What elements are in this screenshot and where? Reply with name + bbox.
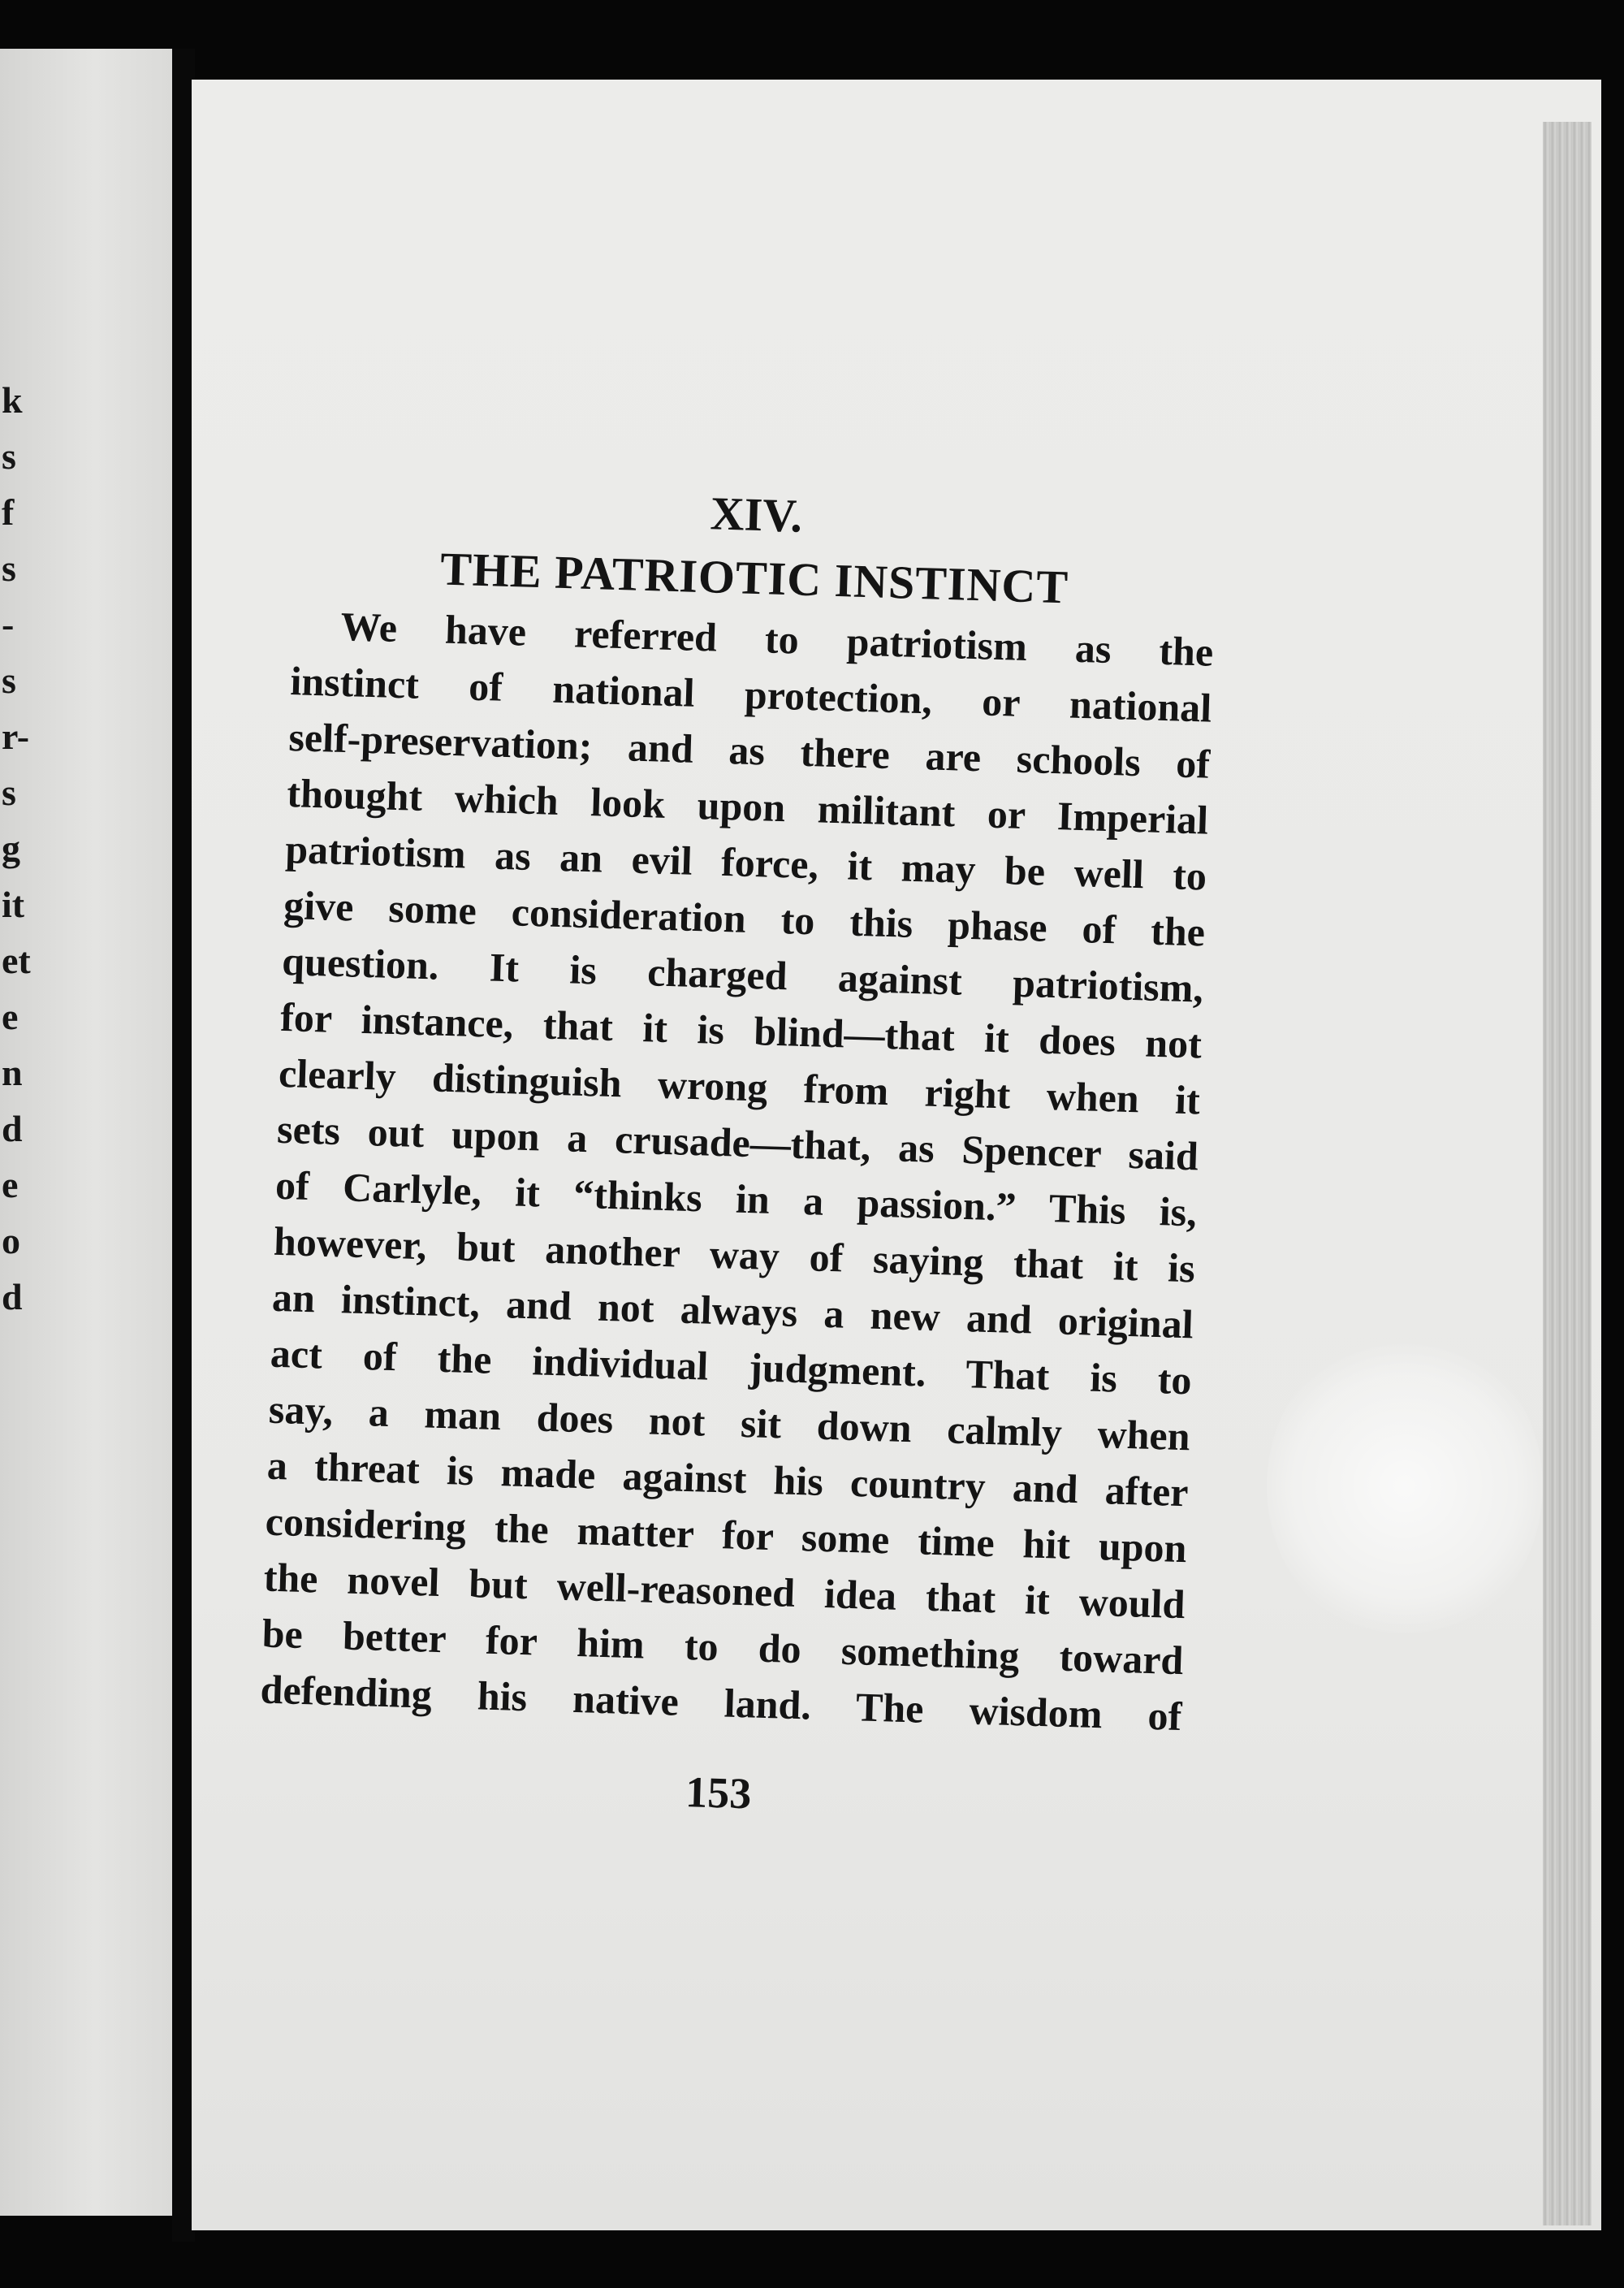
text-line: however, but another way of saying that it is [273,1218,1196,1291]
text-line: question. It is charged against patriotism, [281,937,1204,1011]
fragment-line: d [2,1108,23,1149]
chapter-number: XIV. [709,487,804,543]
body-text [260,597,1214,1745]
text-line: be better for him to do something toward [261,1610,1185,1684]
text-line: patriotism as an evil force, it may be well to [284,825,1207,899]
scan-smudge [1267,1332,1543,1641]
page-edge-stack [1543,122,1592,2225]
left-page [0,49,172,2216]
text-line: instinct of national protection, or national [289,658,1212,731]
fragment-line: s [2,435,16,477]
text-line: of Carlyle, it “thinks in a passion.” This is, [274,1161,1198,1235]
chapter-title: THE PATRIOTIC INSTINCT [439,542,1069,614]
text-line: defending his native land. The wisdom of [259,1666,1183,1740]
fragment-line: e [2,996,19,1037]
fragment-line: e [2,1164,19,1205]
text-line: considering the matter for some time hit upon [265,1498,1188,1572]
text-line: the novel but well-reasoned idea that it would [263,1554,1186,1628]
fragment-line: d [2,1276,23,1317]
fragment-line: o [2,1220,20,1261]
fragment-line: it [2,884,25,925]
page-number: 153 [685,1767,753,1819]
text-line: for instance, that it is blind—that it does not [279,993,1203,1067]
fragment-line: s [2,772,16,813]
text-line: sets out upon a crusade—that, as Spencer said [276,1105,1199,1179]
text-line: clearly distinguish wrong from right when it [278,1049,1201,1123]
text-line: give some consideration to this phase of the [283,881,1206,955]
left-page-text-fragments [2,372,34,1325]
fragment-line: et [2,940,31,981]
text-line: act of the individual judgment. That is to [270,1330,1193,1404]
fragment-line: s [2,660,16,701]
fragment-line: - [2,603,15,645]
fragment-line: s [2,547,16,589]
text-line: We have referred to patriotism as the [339,603,1215,675]
fragment-line: n [2,1052,23,1093]
fragment-line: r- [2,716,30,757]
fragment-line: g [2,828,20,869]
fragment-line: k [2,379,23,421]
fragment-line: f [2,491,15,533]
page-text-block [257,472,1217,1836]
text-line: thought which look upon militant or Imperial [286,770,1209,843]
text-line: a threat is made against his country and after [266,1442,1190,1516]
text-line: say, a man does not sit down calmly when [268,1386,1191,1460]
text-line: an instinct, and not always a new and original [271,1274,1194,1347]
text-line: self-preservation; and as there are schools of [287,714,1211,787]
